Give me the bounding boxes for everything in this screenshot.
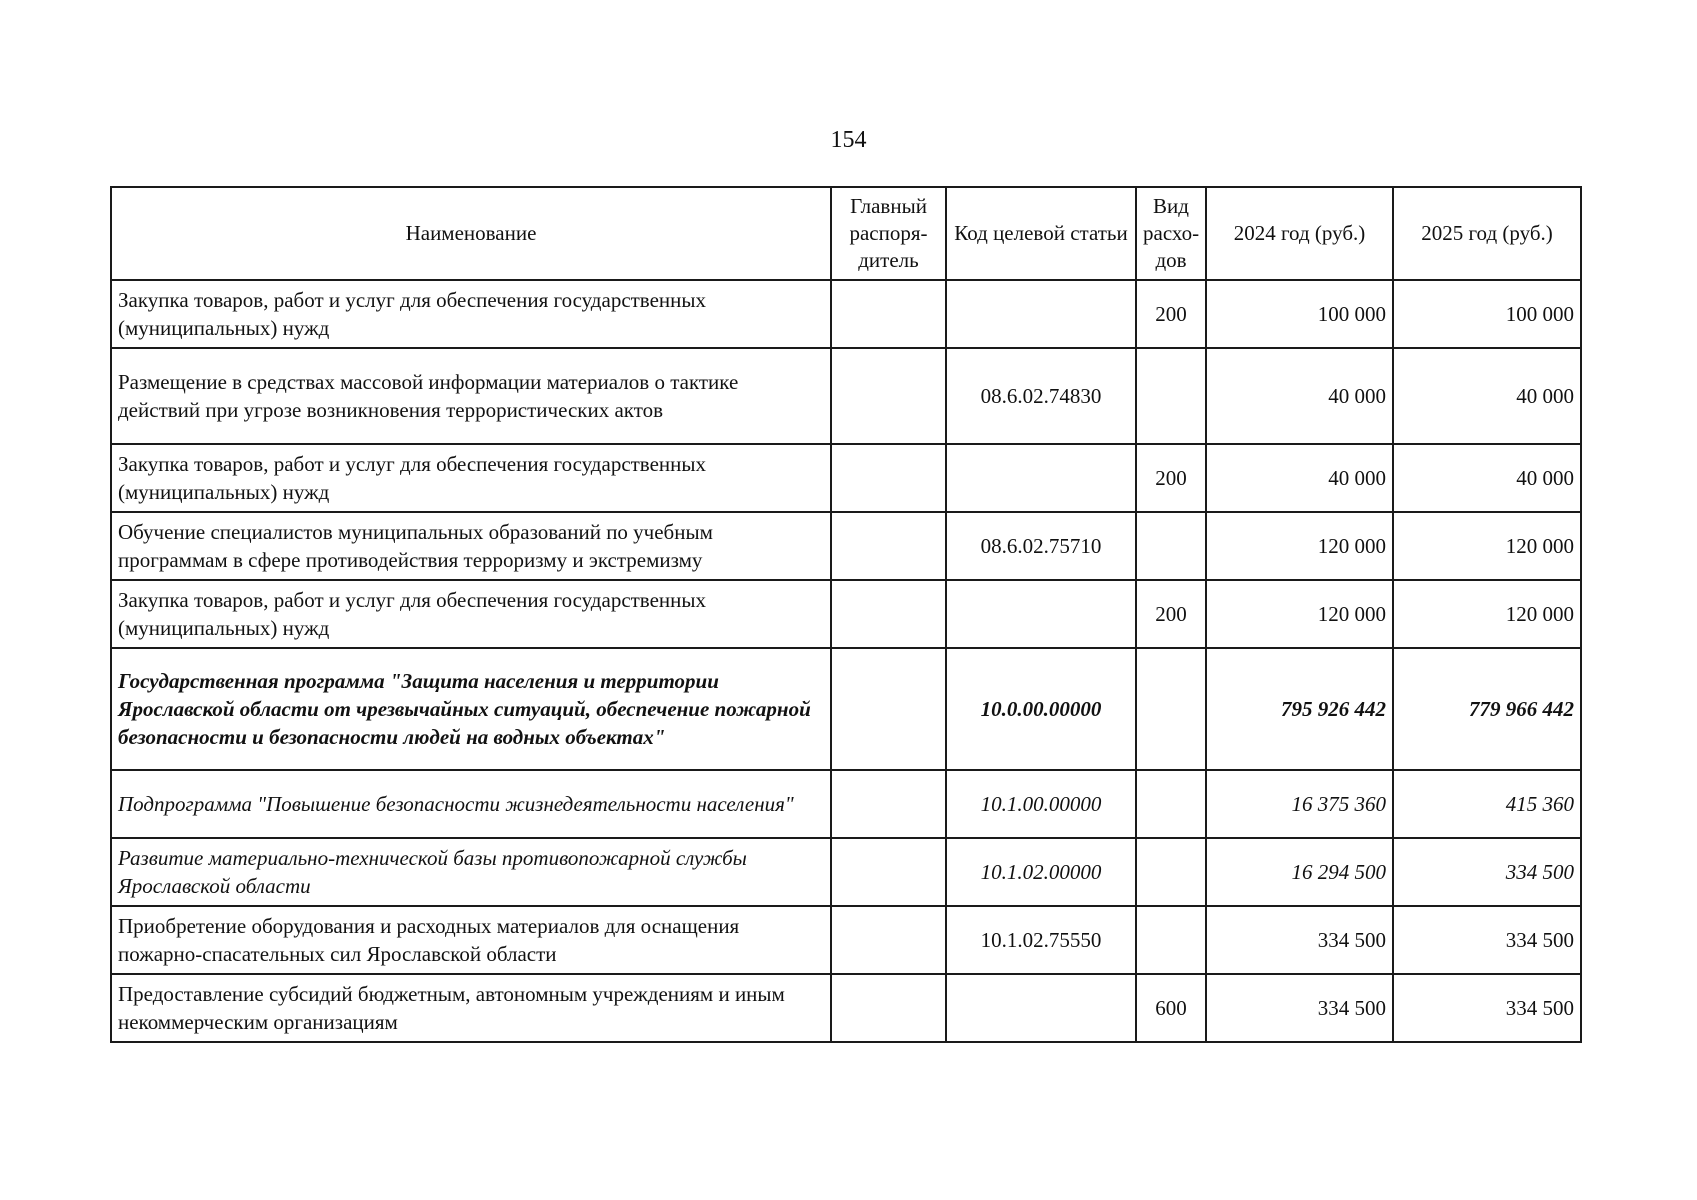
cell-year-2024: 100 000 — [1206, 280, 1393, 348]
cell-vid — [1136, 838, 1206, 906]
cell-admin — [831, 648, 946, 770]
table-row — [111, 838, 1581, 906]
table-row — [111, 770, 1581, 838]
header-code: Код целевой статьи — [946, 187, 1136, 280]
cell-admin — [831, 444, 946, 512]
table-row — [111, 512, 1581, 580]
cell-name: Государственная программа "Защита населения и территории Ярославской области от чрезвычайных ситуаций, обеспечение пожарной безопасности и безопасности людей на водных объектах" — [111, 648, 831, 770]
cell-name: Развитие материально-технической базы противопожарной службы Ярославской области — [111, 838, 831, 906]
cell-code: 10.1.02.00000 — [946, 838, 1136, 906]
header-vid: Вид расхо-дов — [1136, 187, 1206, 280]
cell-year-2024: 16 375 360 — [1206, 770, 1393, 838]
cell-name: Подпрограмма "Повышение безопасности жизнедеятельности населения" — [111, 770, 831, 838]
cell-year-2025: 120 000 — [1393, 580, 1581, 648]
cell-year-2024: 120 000 — [1206, 580, 1393, 648]
cell-code: 10.0.00.00000 — [946, 648, 1136, 770]
cell-admin — [831, 348, 946, 444]
cell-code: 10.1.00.00000 — [946, 770, 1136, 838]
header-year-2025: 2025 год (руб.) — [1393, 187, 1581, 280]
cell-code — [946, 444, 1136, 512]
cell-code — [946, 280, 1136, 348]
cell-code: 08.6.02.75710 — [946, 512, 1136, 580]
table-row — [111, 580, 1581, 648]
cell-year-2025: 40 000 — [1393, 348, 1581, 444]
table-row — [111, 906, 1581, 974]
cell-vid: 200 — [1136, 580, 1206, 648]
cell-year-2025: 100 000 — [1393, 280, 1581, 348]
cell-vid — [1136, 512, 1206, 580]
cell-vid — [1136, 348, 1206, 444]
cell-year-2024: 40 000 — [1206, 444, 1393, 512]
cell-name: Закупка товаров, работ и услуг для обеспечения государственных (муниципальных) нужд — [111, 280, 831, 348]
table-row — [111, 348, 1581, 444]
cell-year-2025: 334 500 — [1393, 838, 1581, 906]
header-name: Наименование — [111, 187, 831, 280]
cell-name: Размещение в средствах массовой информации материалов о тактике действий при угрозе возникновения террористических актов — [111, 348, 831, 444]
header-admin: Главный распоря-дитель — [831, 187, 946, 280]
cell-name: Закупка товаров, работ и услуг для обеспечения государственных (муниципальных) нужд — [111, 444, 831, 512]
cell-year-2025: 334 500 — [1393, 906, 1581, 974]
cell-name: Приобретение оборудования и расходных материалов для оснащения пожарно-спасательных сил Ярославской области — [111, 906, 831, 974]
cell-vid — [1136, 648, 1206, 770]
table-row — [111, 974, 1581, 1042]
cell-year-2024: 120 000 — [1206, 512, 1393, 580]
table-row — [111, 444, 1581, 512]
cell-admin — [831, 770, 946, 838]
cell-vid — [1136, 770, 1206, 838]
header-year-2024: 2024 год (руб.) — [1206, 187, 1393, 280]
cell-year-2024: 40 000 — [1206, 348, 1393, 444]
cell-vid: 600 — [1136, 974, 1206, 1042]
cell-name: Обучение специалистов муниципальных образований по учебным программам в сфере противодействия терроризму и экстремизму — [111, 512, 831, 580]
cell-admin — [831, 974, 946, 1042]
cell-code: 10.1.02.75550 — [946, 906, 1136, 974]
cell-name: Закупка товаров, работ и услуг для обеспечения государственных (муниципальных) нужд — [111, 580, 831, 648]
cell-year-2024: 795 926 442 — [1206, 648, 1393, 770]
cell-code — [946, 580, 1136, 648]
cell-year-2024: 334 500 — [1206, 906, 1393, 974]
cell-vid — [1136, 906, 1206, 974]
cell-year-2024: 334 500 — [1206, 974, 1393, 1042]
cell-admin — [831, 838, 946, 906]
table-row — [111, 280, 1581, 348]
cell-vid: 200 — [1136, 444, 1206, 512]
cell-year-2025: 120 000 — [1393, 512, 1581, 580]
table-row — [111, 648, 1581, 770]
cell-year-2025: 334 500 — [1393, 974, 1581, 1042]
cell-year-2025: 40 000 — [1393, 444, 1581, 512]
cell-year-2025: 779 966 442 — [1393, 648, 1581, 770]
cell-vid: 200 — [1136, 280, 1206, 348]
table-header-row — [111, 187, 1581, 280]
cell-year-2024: 16 294 500 — [1206, 838, 1393, 906]
cell-name: Предоставление субсидий бюджетным, автономным учреждениям и иным некоммерческим организациям — [111, 974, 831, 1042]
page-number: 154 — [830, 127, 867, 153]
cell-year-2025: 415 360 — [1393, 770, 1581, 838]
cell-admin — [831, 280, 946, 348]
cell-admin — [831, 906, 946, 974]
cell-code — [946, 974, 1136, 1042]
cell-admin — [831, 580, 946, 648]
cell-code: 08.6.02.74830 — [946, 348, 1136, 444]
budget-table — [110, 186, 1582, 1043]
cell-admin — [831, 512, 946, 580]
